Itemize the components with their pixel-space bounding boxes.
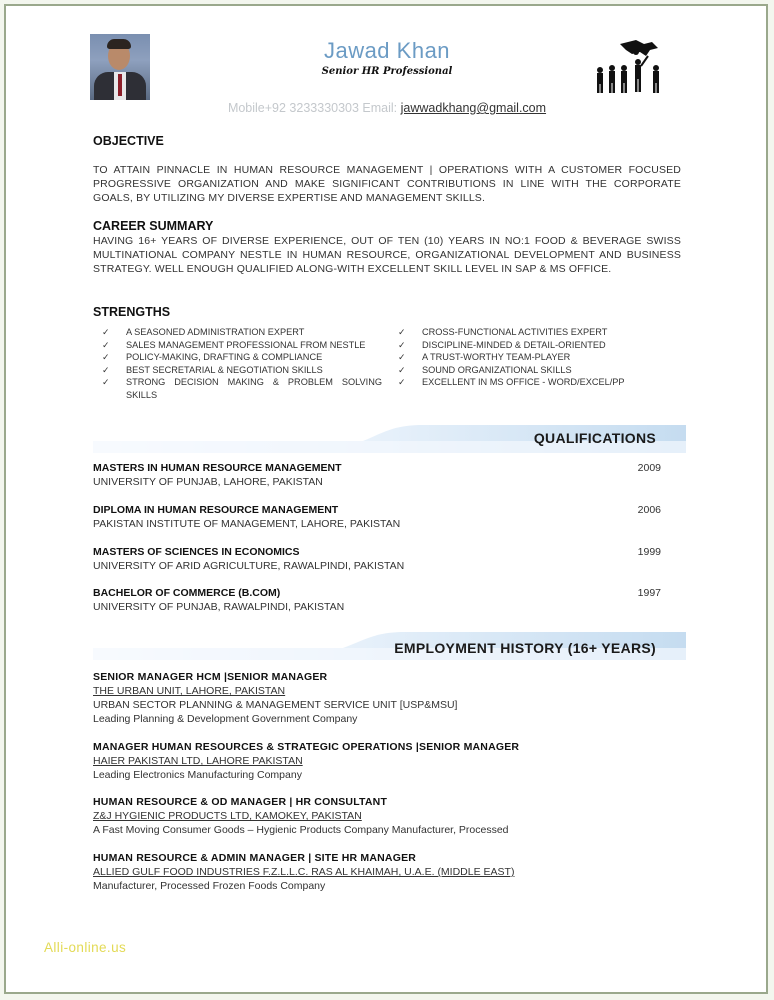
job-role: MANAGER HUMAN RESOURCES & STRATEGIC OPERATIONS |SENIOR MANAGER: [93, 741, 520, 753]
employer-name: THE URBAN UNIT, LAHORE, PAKISTAN: [93, 685, 286, 697]
strength-item: ✓ POLICY-MAKING, DRAFTING & COMPLIANCE: [102, 351, 382, 364]
degree-title: BACHELOR OF COMMERCE (B.COM): [93, 587, 281, 599]
employment-banner: [93, 632, 686, 660]
degree-year: 2006: [637, 504, 661, 516]
contact-line: [0, 101, 774, 115]
employer-name: HAIER PAKISTAN LTD, LAHORE PAKISTAN: [93, 755, 303, 767]
employer-name: Z&J HYGIENIC PRODUCTS LTD, KAMOKEY, PAKISTAN: [93, 810, 362, 822]
objective-heading: OBJECTIVE: [93, 134, 164, 148]
strength-item: ✓ A TRUST-WORTHY TEAM-PLAYER: [398, 351, 678, 364]
job-detail: URBAN SECTOR PLANNING & MANAGEMENT SERVICE UNIT [USP&MSU]: [93, 699, 458, 711]
qualifications-banner: [93, 425, 686, 453]
contact-prefix: Mobile+92 3233330303 Email:: [227, 101, 401, 115]
employment-entry: [93, 670, 683, 726]
job-detail: Manufacturer, Processed Frozen Foods Company: [93, 880, 326, 892]
school-name: UNIVERSITY OF ARID AGRICULTURE, RAWALPINDI, PAKISTAN: [93, 560, 405, 572]
school-name: PAKISTAN INSTITUTE OF MANAGEMENT, LAHORE, PAKISTAN: [93, 518, 401, 530]
strength-item: ✓ CROSS-FUNCTIONAL ACTIVITIES EXPERT: [398, 326, 678, 339]
resume-page: [4, 4, 768, 994]
strength-item: ✓ DISCIPLINE-MINDED & DETAIL-ORIENTED: [398, 339, 678, 352]
employment-entry: [93, 851, 683, 893]
strengths-right-list: [398, 326, 678, 389]
strength-item: ✓ SALES MANAGEMENT PROFESSIONAL FROM NESTLE: [102, 339, 382, 352]
watermark: Alli-online.us: [44, 940, 127, 955]
strength-item: ✓ BEST SECRETARIAL & NEGOTIATION SKILLS: [102, 364, 382, 377]
school-name: UNIVERSITY OF PUNJAB, RAWALPINDI, PAKISTAN: [93, 601, 345, 613]
candidate-name: Jawad Khan: [323, 38, 451, 63]
employment-entry: [93, 740, 683, 782]
job-role: HUMAN RESOURCE & ADMIN MANAGER | SITE HR MANAGER: [93, 852, 417, 864]
strength-item: ✓ SOUND ORGANIZATIONAL SKILLS: [398, 364, 678, 377]
job-role: SENIOR MANAGER HCM |SENIOR MANAGER: [93, 671, 328, 683]
qualification-entry: [93, 461, 661, 489]
objective-text: TO ATTAIN PINNACLE IN HUMAN RESOURCE MANAGEMENT | OPERATIONS WITH A CUSTOMER FOCUSED PROGRESSIVE ORGANIZATION AND MAKE SIGNIFICANT CONTRIBUTIONS IN LINE WITH THE CORPORATE GOALS, BY UTILIZING MY DIVERSE EXPERTISE AND MANAGEMENT SKILLS.: [93, 164, 681, 204]
candidate-title: Senior HR Professional: [321, 66, 453, 77]
job-detail: A Fast Moving Consumer Goods – Hygienic Products Company Manufacturer, Processed: [93, 824, 509, 836]
degree-title: DIPLOMA IN HUMAN RESOURCE MANAGEMENT: [93, 504, 339, 516]
degree-title: MASTERS IN HUMAN RESOURCE MANAGEMENT: [93, 462, 342, 474]
qualification-entry: [93, 545, 661, 573]
strength-item: ✓ STRONG DECISION MAKING & PROBLEM SOLVING SKILLS: [102, 376, 382, 401]
job-role: HUMAN RESOURCE & OD MANAGER | HR CONSULTANT: [93, 796, 388, 808]
degree-title: MASTERS OF SCIENCES IN ECONOMICS: [93, 546, 300, 558]
degree-year: 2009: [637, 462, 661, 474]
employer-name: ALLIED GULF FOOD INDUSTRIES F.Z.L.L.C. RAS AL KHAIMAH, U.A.E. (MIDDLE EAST): [93, 866, 515, 878]
job-detail: Leading Planning & Development Government Company: [93, 713, 358, 725]
degree-year: 1997: [637, 587, 661, 599]
employment-heading: EMPLOYMENT HISTORY (16+ YEARS): [394, 640, 656, 656]
qualification-entry: [93, 503, 661, 531]
qualifications-heading: QUALIFICATIONS: [533, 430, 656, 446]
employment-entry: [93, 795, 683, 837]
career-summary-text: HAVING 16+ YEARS OF DIVERSE EXPERIENCE, OUT OF TEN (10) YEARS IN NO:1 FOOD & BEVERAGE SWISS MULTINATIONAL COMPANY NESTLE IN HUMAN RESOURCE, ORGANIZATIONAL DEVELOPMENT AND BUSINESS STRATEGY. WELL ENOUGH QUALIFIED ALONG-WITH EXCELLENT SKILL LEVEL IN SAP & MS OFFICE.: [93, 235, 681, 275]
team-figures-logo: [592, 38, 672, 94]
school-name: UNIVERSITY OF PUNJAB, LAHORE, PAKISTAN: [93, 476, 323, 488]
degree-year: 1999: [637, 546, 661, 558]
career-summary-heading: CAREER SUMMARY: [93, 219, 214, 233]
qualification-entry: [93, 586, 661, 614]
job-detail: Leading Electronics Manufacturing Company: [93, 769, 302, 781]
strength-item: ✓ A SEASONED ADMINISTRATION EXPERT: [102, 326, 382, 339]
strengths-left-list: [102, 326, 382, 402]
email-link[interactable]: jawwadkhang@gmail.com: [400, 101, 547, 115]
strengths-heading: STRENGTHS: [93, 305, 171, 319]
strength-item: ✓ EXCELLENT IN MS OFFICE - WORD/EXCEL/PP: [398, 376, 678, 389]
